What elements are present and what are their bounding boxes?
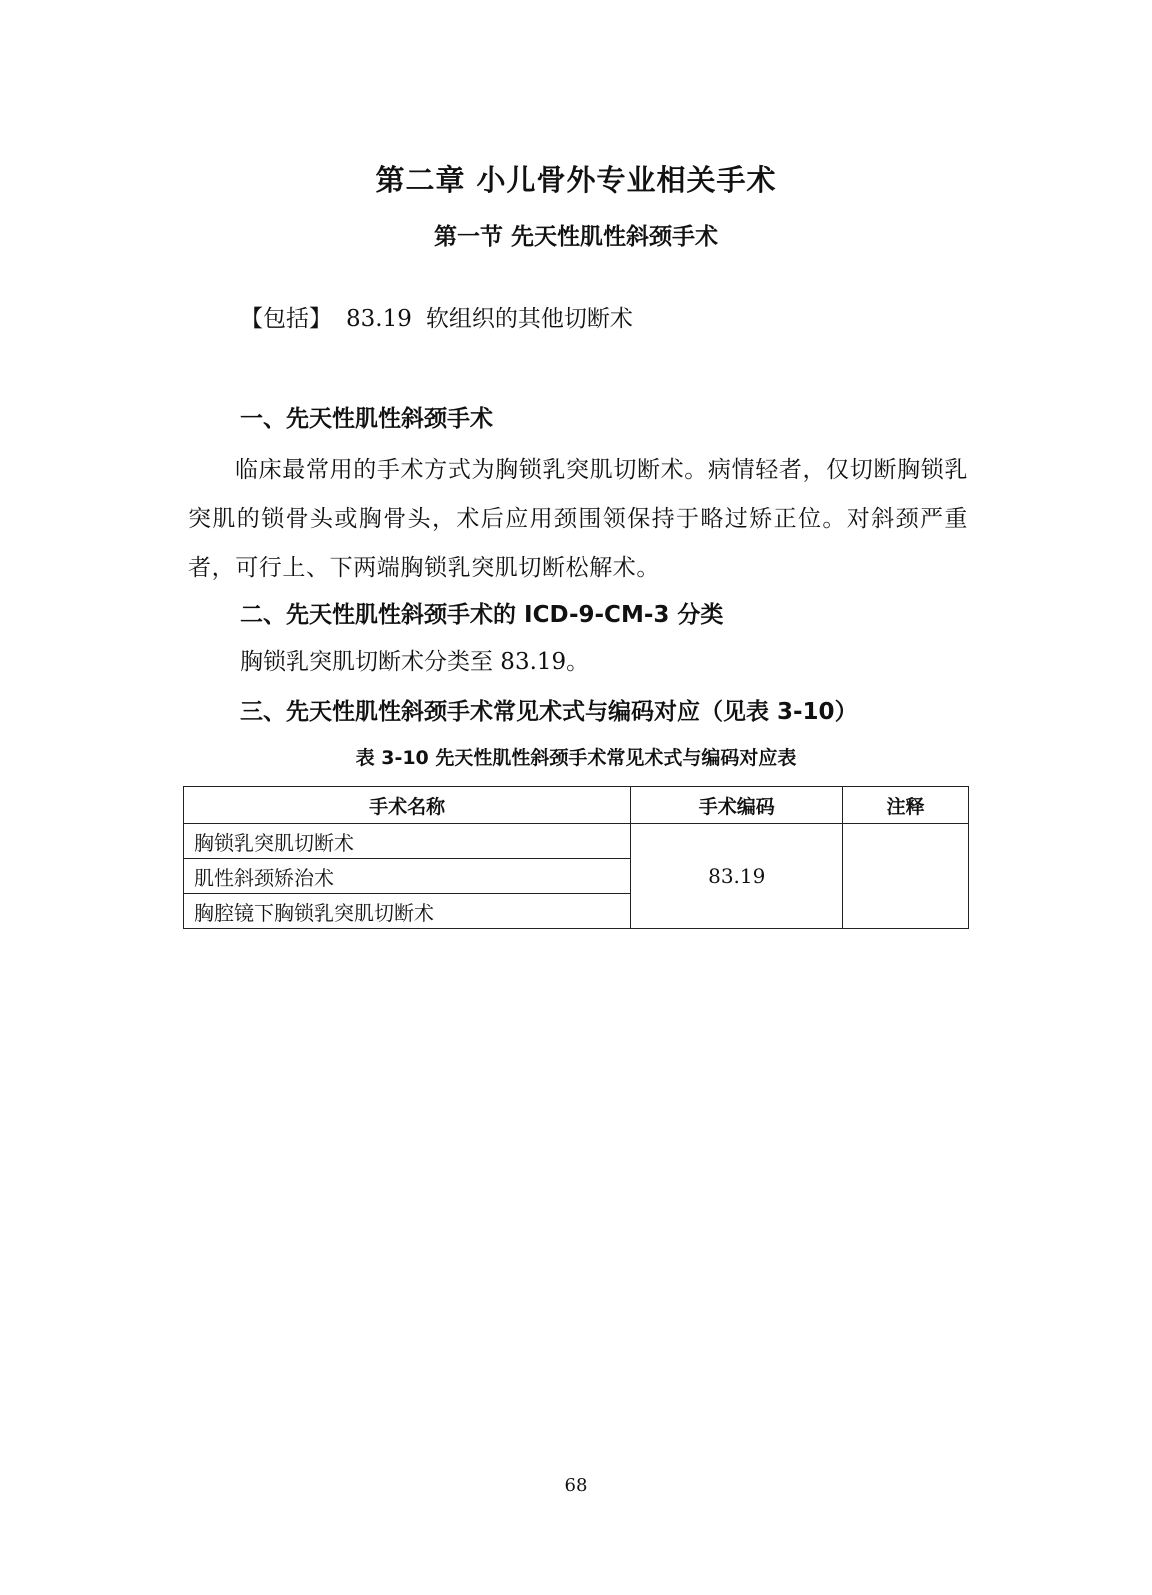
header-note: 注释 <box>843 787 969 824</box>
note-cell <box>843 824 969 929</box>
page-number: 68 <box>564 1475 588 1496</box>
procedure-name-cell: 胸锁乳突肌切断术 <box>184 824 631 859</box>
includes-line <box>240 302 633 336</box>
heading-2: 二、先天性肌性斜颈手术的 ICD-9-CM-3 分类 <box>240 602 724 628</box>
includes-label: 【包括】 <box>240 306 332 332</box>
procedure-code-table <box>183 786 969 929</box>
includes-description: 软组织的其他切断术 <box>425 306 633 332</box>
procedure-code-cell: 83.19 <box>631 824 843 929</box>
procedure-name-cell: 胸腔镜下胸锁乳突肌切断术 <box>184 894 631 929</box>
section-title: 第一节 先天性肌性斜颈手术 <box>433 224 718 250</box>
paragraph-2: 胸锁乳突肌切断术分类至 83.19。 <box>240 649 590 675</box>
paragraph-1: 临床最常用的手术方式为胸锁乳突肌切断术。病情轻者，仅切断胸锁乳突肌的锁骨头或胸骨头，术后应用颈围领保持于略过矫正位。对斜颈严重者，可行上、下两端胸锁乳突肌切断松解术。 <box>188 457 968 581</box>
table-header-row <box>184 787 969 824</box>
includes-code: 83.19 <box>346 306 412 332</box>
table-caption: 表 3-10 先天性肌性斜颈手术常见术式与编码对应表 <box>355 747 797 769</box>
chapter-title: 第二章 小儿骨外专业相关手术 <box>375 163 777 197</box>
heading-3: 三、先天性肌性斜颈手术常见术式与编码对应（见表 3-10） <box>240 699 858 725</box>
procedure-name-cell: 肌性斜颈矫治术 <box>184 859 631 894</box>
table-row <box>184 824 969 859</box>
header-procedure-name: 手术名称 <box>184 787 631 824</box>
header-procedure-code: 手术编码 <box>631 787 843 824</box>
heading-1: 一、先天性肌性斜颈手术 <box>240 406 493 432</box>
